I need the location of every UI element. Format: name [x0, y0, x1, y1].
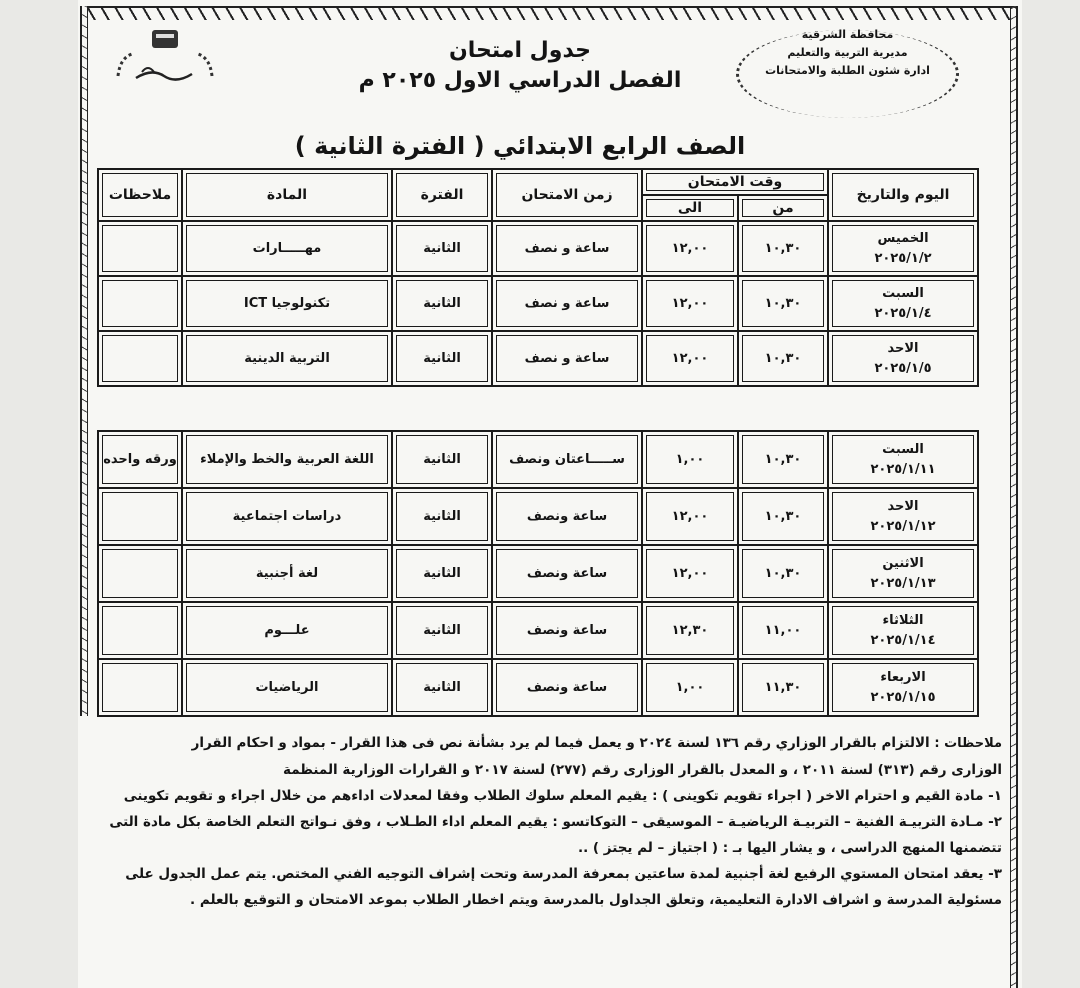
subject-cell: دراسات اجتماعية [182, 488, 392, 545]
day-name: السبت [882, 285, 924, 301]
day-name: الخميس [877, 230, 929, 246]
header-subject: المادة [182, 169, 392, 221]
day-name: الاحد [887, 340, 919, 356]
day-name: الثلاثاء [882, 612, 924, 628]
period-cell: الثانية [392, 431, 492, 488]
from-cell: ١٠,٣٠ [738, 488, 828, 545]
day-name: الاربعاء [880, 669, 926, 685]
exam-date: ٢٠٢٥/١/١٤ [870, 632, 936, 648]
table-row [98, 221, 978, 276]
header-period: الفترة [392, 169, 492, 221]
notes-line-1: الالتزام بالقرار الوزاري رقم ١٣٦ لسنة ٢٠٢٤ و يعمل فيما لم يرد بشأنة نص فى هذا القرار - بمواد و احكام القرار [191, 735, 930, 751]
note-cell [98, 276, 182, 331]
duration-cell: ساعة و نصف [492, 331, 642, 386]
subject-cell: تكنولوجيا ICT [182, 276, 392, 331]
to-cell: ١٢,٠٠ [642, 331, 738, 386]
decorative-border-left [80, 6, 88, 716]
header-from: من [738, 195, 828, 221]
to-cell: ١٢,٠٠ [642, 545, 738, 602]
exam-date: ٢٠٢٥/١/١٣ [870, 575, 936, 591]
note-cell: ورقه واحده [98, 431, 182, 488]
note-cell [98, 659, 182, 716]
notes-section [96, 730, 1002, 913]
from-cell: ١١,٠٠ [738, 602, 828, 659]
from-cell: ١٠,٣٠ [738, 331, 828, 386]
day-name: الاحد [887, 498, 919, 514]
header-duration: زمن الامتحان [492, 169, 642, 221]
duration-cell: ساعة ونصف [492, 659, 642, 716]
period-cell: الثانية [392, 221, 492, 276]
department-name: ادارة شئون الطلبة والامتحانات [765, 64, 930, 77]
table-row [98, 659, 978, 716]
notes-item-1: ١- مادة القيم و احترام الاخر ( اجراء تقويم تكوينى ) : يقيم المعلم سلوك الطلاب وفقا لمعدلات اداءهم من خلال اجراء و تقويم تكوينى [123, 788, 1002, 804]
to-cell: ١٢,٠٠ [642, 488, 738, 545]
table-row [98, 276, 978, 331]
subject-cell: اللغة العربية والخط والإملاء [182, 431, 392, 488]
period-cell: الثانية [392, 331, 492, 386]
day-name: الاثنين [882, 555, 924, 571]
subject-cell: مهـــــارات [182, 221, 392, 276]
day-date-cell [828, 331, 978, 386]
header-exam-time: وقت الامتحان [642, 169, 828, 195]
duration-cell: ساعة ونصف [492, 602, 642, 659]
exam-date: ٢٠٢٥/١/٢ [874, 250, 932, 266]
notes-line-2: الوزارى رقم (٣١٣) لسنة ٢٠١١ ، و المعدل بالقرار الوزارى رقم (٢٧٧) لسنة ٢٠١٧ و القرارات الوزارية المنظمة [283, 762, 1002, 778]
ministry-emblem-icon [112, 28, 218, 102]
directorate-name: مديرية التربية والتعليم [787, 46, 908, 59]
note-cell [98, 602, 182, 659]
header-to: الى [642, 195, 738, 221]
day-date-cell [828, 602, 978, 659]
day-name: السبت [882, 441, 924, 457]
governorate-name: محافظة الشرقية [801, 28, 894, 41]
duration-cell: ساعة و نصف [492, 276, 642, 331]
exam-date: ٢٠٢٥/١/٤ [874, 305, 932, 321]
period-cell: الثانية [392, 488, 492, 545]
to-cell: ١,٠٠ [642, 431, 738, 488]
subject-cell: الرياضيات [182, 659, 392, 716]
table-row [98, 602, 978, 659]
issuing-authority [740, 26, 955, 80]
from-cell: ١٠,٣٠ [738, 221, 828, 276]
notes-item-2: ٢- مـادة التربيـة الفنية – التربيـة الرياضيـة – الموسيقى – التوكاتسو : يقيم المعلم اداء الطـلاب ، وفق نـواتج التعلم الخاصة بكل مادة التى تتضمنها المنهج الدراسى ، و يشار اليها بـ : ( اجتياز – لم يجتز ) .. [109, 814, 1002, 856]
note-cell [98, 488, 182, 545]
decorative-border-top [88, 6, 1016, 20]
note-cell [98, 545, 182, 602]
grade-heading: الصف الرابع الابتدائي ( الفترة الثانية ) [294, 132, 746, 160]
table-row [98, 431, 978, 488]
from-cell: ١١,٣٠ [738, 659, 828, 716]
day-date-cell [828, 431, 978, 488]
duration-cell: ساعة ونصف [492, 488, 642, 545]
header-notes: ملاحظات [98, 169, 182, 221]
exam-date: ٢٠٢٥/١/١٢ [870, 518, 936, 534]
notes-item-3: ٣- يعقد امتحان المستوي الرفيع لغة أجنبية لمدة ساعتين بمعرفة المدرسة وتحت إشراف التوجيه الفني المختص. يتم عمل الجدول على مسئولية المدرسة و اشراف الادارة التعليمية، وتعلق الجداول بالمدرسة ويتم اخطار الطلاب بموعد الامتحان و التوقيع بالعلم . [125, 866, 1002, 908]
title-main: جدول امتحان [448, 38, 592, 63]
period-cell: الثانية [392, 659, 492, 716]
exam-date: ٢٠٢٥/١/١٥ [870, 689, 936, 705]
title-term: الفصل الدراسي الاول ٢٠٢٥ م [358, 68, 682, 93]
from-cell: ١٠,٣٠ [738, 431, 828, 488]
from-cell: ١٠,٣٠ [738, 276, 828, 331]
duration-cell: ساعة ونصف [492, 545, 642, 602]
table-row [98, 331, 978, 386]
header-day-date: اليوم والتاريخ [828, 169, 978, 221]
period-cell: الثانية [392, 545, 492, 602]
day-date-cell [828, 659, 978, 716]
to-cell: ١٢,٣٠ [642, 602, 738, 659]
day-date-cell [828, 276, 978, 331]
subject-cell: علـــوم [182, 602, 392, 659]
schedule-table-first [97, 168, 979, 387]
day-date-cell [828, 221, 978, 276]
decorative-border-right [1010, 6, 1018, 988]
from-cell: ١٠,٣٠ [738, 545, 828, 602]
notes-label: ملاحظات : [934, 736, 1002, 751]
to-cell: ١٢,٠٠ [642, 221, 738, 276]
subject-cell: التربية الدينية [182, 331, 392, 386]
exam-date: ٢٠٢٥/١/١١ [870, 461, 936, 477]
subject-cell: لغة أجنبية [182, 545, 392, 602]
duration-cell: ســـــاعتان ونصف [492, 431, 642, 488]
document-title [300, 36, 740, 96]
to-cell: ١,٠٠ [642, 659, 738, 716]
note-cell [98, 221, 182, 276]
period-cell: الثانية [392, 276, 492, 331]
duration-cell: ساعة و نصف [492, 221, 642, 276]
exam-date: ٢٠٢٥/١/٥ [874, 360, 932, 376]
day-date-cell [828, 488, 978, 545]
laurel-frame [736, 30, 959, 118]
period-cell: الثانية [392, 602, 492, 659]
day-date-cell [828, 545, 978, 602]
schedule-table-second [97, 430, 979, 717]
note-cell [98, 331, 182, 386]
to-cell: ١٢,٠٠ [642, 276, 738, 331]
table-row [98, 545, 978, 602]
table-row [98, 488, 978, 545]
